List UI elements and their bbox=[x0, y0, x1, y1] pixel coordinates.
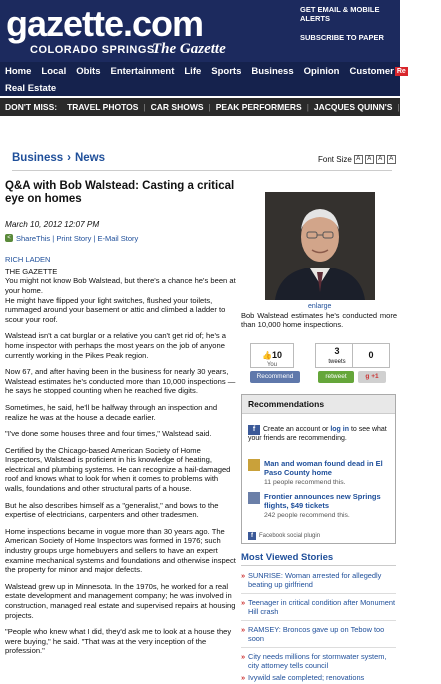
article-paragraph: Walstead isn't a cat burglar or a relative you can't get rid of; he's a home inspector with perhaps the most years on the job of anyone currently working in the Pikes Peak region. bbox=[5, 331, 227, 360]
divider bbox=[241, 620, 396, 621]
tweet-count-label: tweets bbox=[328, 359, 346, 365]
facebook-icon: f bbox=[248, 425, 260, 435]
dont-miss-item[interactable]: PEAK PERFORMERS bbox=[215, 102, 302, 112]
google-icon: g bbox=[365, 373, 370, 380]
font-size-xlarge-button[interactable]: A bbox=[387, 155, 396, 164]
nav-obits[interactable]: Obits bbox=[76, 65, 101, 77]
nav-life[interactable]: Life bbox=[184, 65, 202, 77]
facebook-you-label: You bbox=[266, 362, 278, 368]
main-nav-row2 bbox=[0, 80, 400, 96]
nav-entertainment[interactable]: Entertainment bbox=[110, 65, 175, 77]
facebook-plugin-footer bbox=[248, 532, 320, 540]
most-viewed-title: Most Viewed Stories bbox=[241, 552, 334, 563]
font-size-control bbox=[318, 155, 396, 164]
recommendations-login bbox=[248, 425, 390, 444]
plusone-label: +1 bbox=[371, 373, 379, 380]
breadcrumb-arrow-icon: › bbox=[67, 152, 71, 164]
article-paragraph: Sometimes, he said, he'll be halfway through an inspection and realize he was at the house a decade earlier. bbox=[5, 402, 218, 422]
separator: | bbox=[143, 102, 146, 112]
article-author[interactable]: RICH LADEN bbox=[5, 255, 51, 265]
share-toolbar: < ShareThis | Print Story | E-Mail Story bbox=[5, 234, 237, 244]
facebook-count-value: 10 bbox=[271, 350, 282, 360]
plusone-count: 0 bbox=[352, 343, 390, 368]
article-source: THE GAZETTE bbox=[5, 266, 58, 276]
recommendations-widget bbox=[241, 394, 396, 544]
article-paragraph: "I've done some houses three and four times," Walstead said. bbox=[5, 429, 212, 439]
logo-paper-name: The Gazette bbox=[152, 41, 226, 57]
nav-real-estate[interactable]: Real Estate bbox=[5, 82, 57, 94]
nav-badge: Re bbox=[396, 67, 406, 75]
logo-subtitle: COLORADO SPRINGS bbox=[30, 44, 155, 56]
facebook-plugin-label: Facebook social plugin bbox=[259, 533, 321, 539]
recommendation-thumbnail bbox=[248, 492, 260, 504]
dont-miss-bar bbox=[0, 98, 437, 116]
nav-local[interactable]: Local bbox=[41, 65, 67, 77]
divider bbox=[241, 647, 396, 648]
separator: | bbox=[208, 102, 211, 112]
recommendation-count: 11 people recommend this. bbox=[264, 479, 346, 486]
plusone-button[interactable] bbox=[358, 371, 386, 383]
print-link[interactable]: Print Story bbox=[56, 233, 92, 243]
article-paragraph: Home inspections became in vogue more than 30 years ago. The American Society of Home Inspectors was formed in 1976; such industry groups urge homebuyers and sellers to have an expert examine mechanical systems and foundations and otherwise inspect the property for minor and major defects. bbox=[5, 526, 236, 575]
email-link[interactable]: E-Mail Story bbox=[97, 233, 139, 243]
article-paragraph: But he also describes himself as a "generalist," and bows to the expertise of electricians, carpenters and other tradesmen. bbox=[5, 500, 219, 520]
dont-miss-item[interactable]: DISNEY bbox=[404, 102, 437, 112]
utility-links bbox=[300, 5, 396, 52]
font-size-medium-button[interactable]: A bbox=[365, 155, 374, 164]
article-paragraph: Now 67, and after having been in the business for nearly 30 years, Walstead estimates he's conducted more than 10,000 inspections — he says he stopped counting when he reached five digits. bbox=[5, 367, 236, 396]
subscribe-link[interactable]: SUBSCRIBE TO PAPER bbox=[300, 33, 384, 42]
retweet-button[interactable]: retweet bbox=[318, 371, 354, 383]
social-buttons bbox=[240, 343, 395, 388]
most-viewed-item[interactable]: » Teenager in critical condition after Monument Hill crash bbox=[248, 599, 396, 617]
article-date: March 10, 2012 12:07 PM bbox=[5, 220, 100, 229]
article-paragraph: Certified by the Chicago-based American Society of Home Inspectors, Walstead is proficient in his knowledge of heating, electrical and plumbing systems. He can recognize a hail-damaged roof and knows what to look for when it comes to problems with walls, foundations and other structural parts of a house. bbox=[5, 445, 231, 494]
nav-sports[interactable]: Sports bbox=[211, 65, 242, 77]
font-size-label: Font Size bbox=[318, 155, 352, 164]
separator: | bbox=[306, 102, 309, 112]
dont-miss-label: DON'T MISS: bbox=[5, 102, 58, 112]
nav-customer[interactable]: Customer bbox=[349, 65, 394, 77]
breadcrumb-news[interactable]: News bbox=[74, 152, 106, 164]
nav-home[interactable]: Home bbox=[5, 65, 32, 77]
site-header bbox=[0, 0, 400, 62]
article-paragraph: You might not know Bob Walstead, but there's a chance he's been at your home. bbox=[5, 276, 236, 295]
facebook-recommend-button[interactable]: Recommend bbox=[250, 371, 300, 383]
login-text-suffix: to see what your friends are recommending. bbox=[248, 426, 387, 442]
article-photo[interactable] bbox=[265, 192, 375, 300]
most-viewed-item[interactable]: » SUNRISE: Woman arrested for allegedly beating up girlfriend bbox=[248, 572, 396, 590]
share-icon: < bbox=[5, 234, 13, 242]
dont-miss-item[interactable]: JACQUES QUINN'S bbox=[313, 102, 393, 112]
breadcrumb-business[interactable]: Business bbox=[12, 152, 64, 164]
article-paragraph: "People who knew what I did, they'd ask me to look at a house they were buying," he said. "That was at the very inception of the profession." bbox=[5, 627, 232, 656]
nav-business[interactable]: Business bbox=[251, 65, 294, 77]
login-text: Create an account or bbox=[263, 426, 331, 433]
font-size-small-button[interactable]: A bbox=[354, 155, 363, 164]
recommendation-headline[interactable]: Man and woman found dead in El Paso County home bbox=[264, 459, 383, 477]
divider bbox=[12, 170, 392, 171]
separator: | bbox=[397, 102, 400, 112]
divider bbox=[241, 593, 396, 594]
nav-opinion[interactable]: Opinion bbox=[303, 65, 340, 77]
recommendation-headline[interactable]: Frontier announces new Springs flights, $49 tickets bbox=[264, 492, 381, 510]
recommendation-count: 242 people recommend this. bbox=[264, 512, 350, 519]
facebook-icon: f bbox=[248, 532, 256, 540]
dont-miss-item[interactable]: TRAVEL PHOTOS bbox=[67, 102, 139, 112]
font-size-large-button[interactable]: A bbox=[376, 155, 385, 164]
divider bbox=[241, 565, 396, 566]
most-viewed-item[interactable]: » Ivywild sale completed; renovations bbox=[248, 674, 396, 683]
most-viewed-item[interactable]: » City needs millions for stormwater system, city attorney tells council bbox=[248, 653, 396, 671]
site-logo[interactable]: gazette.com bbox=[6, 3, 204, 44]
enlarge-link[interactable]: enlarge bbox=[308, 303, 332, 310]
alerts-link[interactable]: GET EMAIL & MOBILE ALERTS bbox=[300, 5, 380, 23]
recommendation-thumbnail bbox=[248, 459, 260, 471]
portrait-image bbox=[265, 192, 375, 300]
login-link[interactable]: log in bbox=[330, 426, 349, 433]
most-viewed-item[interactable]: » RAMSEY: Broncos gave up on Tebow too soon bbox=[248, 626, 396, 644]
breadcrumb bbox=[12, 152, 105, 164]
article-paragraph: He might have flipped your light switches, flushed your toilets, rummaged around your basement or attic and climbed a ladder to scour your roof. bbox=[5, 295, 226, 324]
photo-caption: Bob Walstead estimates he's conducted more than 10,000 home inspections. bbox=[241, 311, 397, 329]
share-link[interactable]: ShareThis bbox=[16, 233, 51, 243]
article-paragraph: Walstead grew up in Minnesota. In the 1970s, he worked for a real estate development and management company; he was involved in construction, managed real estate and supervised repairs at housing projects. bbox=[5, 581, 236, 620]
article-body bbox=[5, 180, 237, 663]
recommendations-title: Recommendations bbox=[242, 395, 395, 414]
tweet-count-value: 3 bbox=[334, 346, 340, 356]
thumbs-up-icon: 👍 bbox=[262, 351, 272, 360]
main-nav bbox=[0, 62, 406, 80]
dont-miss-item[interactable]: CAR SHOWS bbox=[150, 102, 204, 112]
article-headline: Q&A with Bob Walstead: Casting a critical eye on homes bbox=[5, 180, 235, 205]
